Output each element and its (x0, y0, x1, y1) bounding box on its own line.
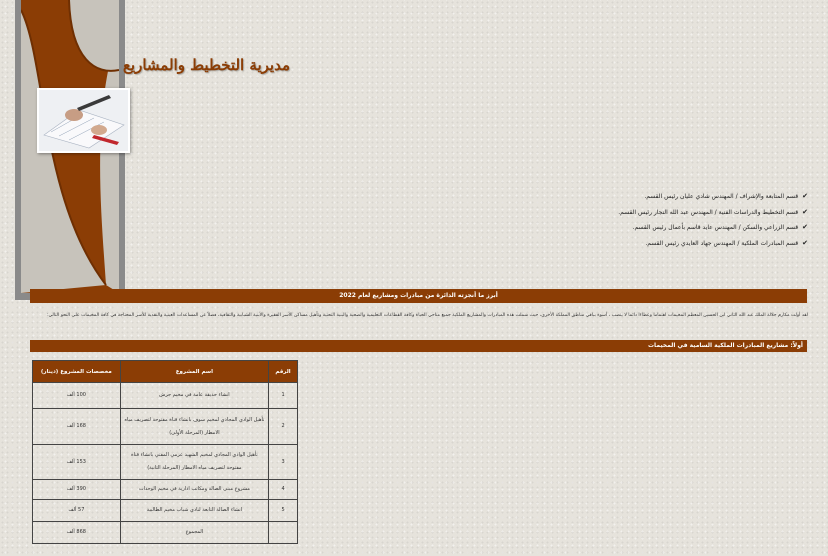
check-icon: ✔ (802, 192, 808, 200)
blueprint-image-icon (39, 90, 128, 151)
initiatives-banner: أبرز ما أنجزته الدائرة من مبادرات ومشاريع لعام 2022 (30, 289, 807, 303)
cell-project-name: انشاء الصالة التابعة لنادي شباب مخيم الطالبية (120, 500, 268, 522)
cell-total-label: المجموع (120, 522, 268, 544)
cell-allocation: 153 ألف (33, 445, 121, 480)
table-row (33, 383, 298, 409)
cell-number: 3 (269, 445, 298, 480)
intro-paragraph: لقد أولت مكارم جلالة الملك عبد الله الثاني ابن الحسين المعظم المخيمات اهتماما وعطاءا دائما لا ينضب ، أسوة بباقي مناطق المملكة الأخرى، حيث شملت هذه المبادرات والمشاريع الملكية جميع مناحي الحياة وكافة القطاعات التعليمية والصحية والبنية التحتية وتأهيل مساكن الأسر الفقيرة والأبنية الشبابية والثقافية، فضلاً عن المساعدات العينية والنقدية للأسر المحتاجة في كافة المخيمات على النحو التالي: (47, 313, 808, 318)
section-banner: أولاً: مشاريع المبادرات الملكية السامية في المخيمات (30, 340, 807, 352)
check-icon: ✔ (802, 223, 808, 231)
table-row (33, 409, 298, 445)
cell-project-name: تأهيل الوادي المجاذي لمخيم سوف بانشاء قناة مفتوحة لتصريف مياه الامطار (المرحلة الأولى) (120, 409, 268, 445)
cell-project-name: مشروع مبنى الصالة ومكاتب ادارية في مخيم الوحدات (120, 480, 268, 500)
list-item (448, 220, 808, 236)
cell-allocation: 57 ألف (33, 500, 121, 522)
table-header-row (33, 361, 298, 383)
check-icon: ✔ (802, 207, 808, 216)
header-number: الرقم (269, 361, 298, 383)
cell-total-value: 868 ألف (33, 522, 121, 544)
cell-allocation: 100 ألف (33, 383, 121, 409)
department-text: قسم المتابعة والإشراف / المهندس شادي عليان رئيس القسم. (644, 193, 799, 200)
cell-project-name: انشاء حديقة عامة في مخيم جرش (120, 383, 268, 409)
table-total-row (33, 522, 298, 544)
department-text: قسم التخطيط والدراسات الفنية / المهندس عبد الله النجار رئيس القسم. (618, 208, 799, 216)
cell-number: 2 (269, 409, 298, 445)
cell-allocation: 390 ألف (33, 480, 121, 500)
department-text: قسم الزراعي والسكن / المهندس عايد قاسم بأعمال رئيس القسم. (632, 224, 799, 231)
cell-allocation: 168 ألف (33, 409, 121, 445)
cell-project-name: تأهيل الوادي المجاذي لمخيم الشهيد عزمي المفتي بانشاء قناة مفتوحة لتصريف مياه الامطار (المرحلة الثانية) (120, 445, 268, 480)
list-item (448, 189, 808, 205)
project-photo (37, 88, 130, 153)
page-title: مديرية التخطيط والمشاريع (122, 56, 290, 74)
header-allocation: مخصصات المشروع (دينار) (33, 361, 121, 383)
cell-number: 4 (269, 480, 298, 500)
department-list (448, 189, 808, 251)
check-icon: ✔ (802, 238, 808, 247)
list-item (448, 205, 808, 221)
cell-number: 5 (269, 500, 298, 522)
list-item (448, 236, 808, 252)
projects-table (32, 360, 298, 544)
header-project-name: اسم المشروع (120, 361, 268, 383)
table-row (33, 445, 298, 480)
cell-number: 1 (269, 383, 298, 409)
department-text: قسم المبادرات الملكية / المهندس جهاد العايدي رئيس القسم. (645, 239, 799, 247)
cell-number (269, 522, 298, 544)
table-row (33, 500, 298, 522)
table-row (33, 480, 298, 500)
